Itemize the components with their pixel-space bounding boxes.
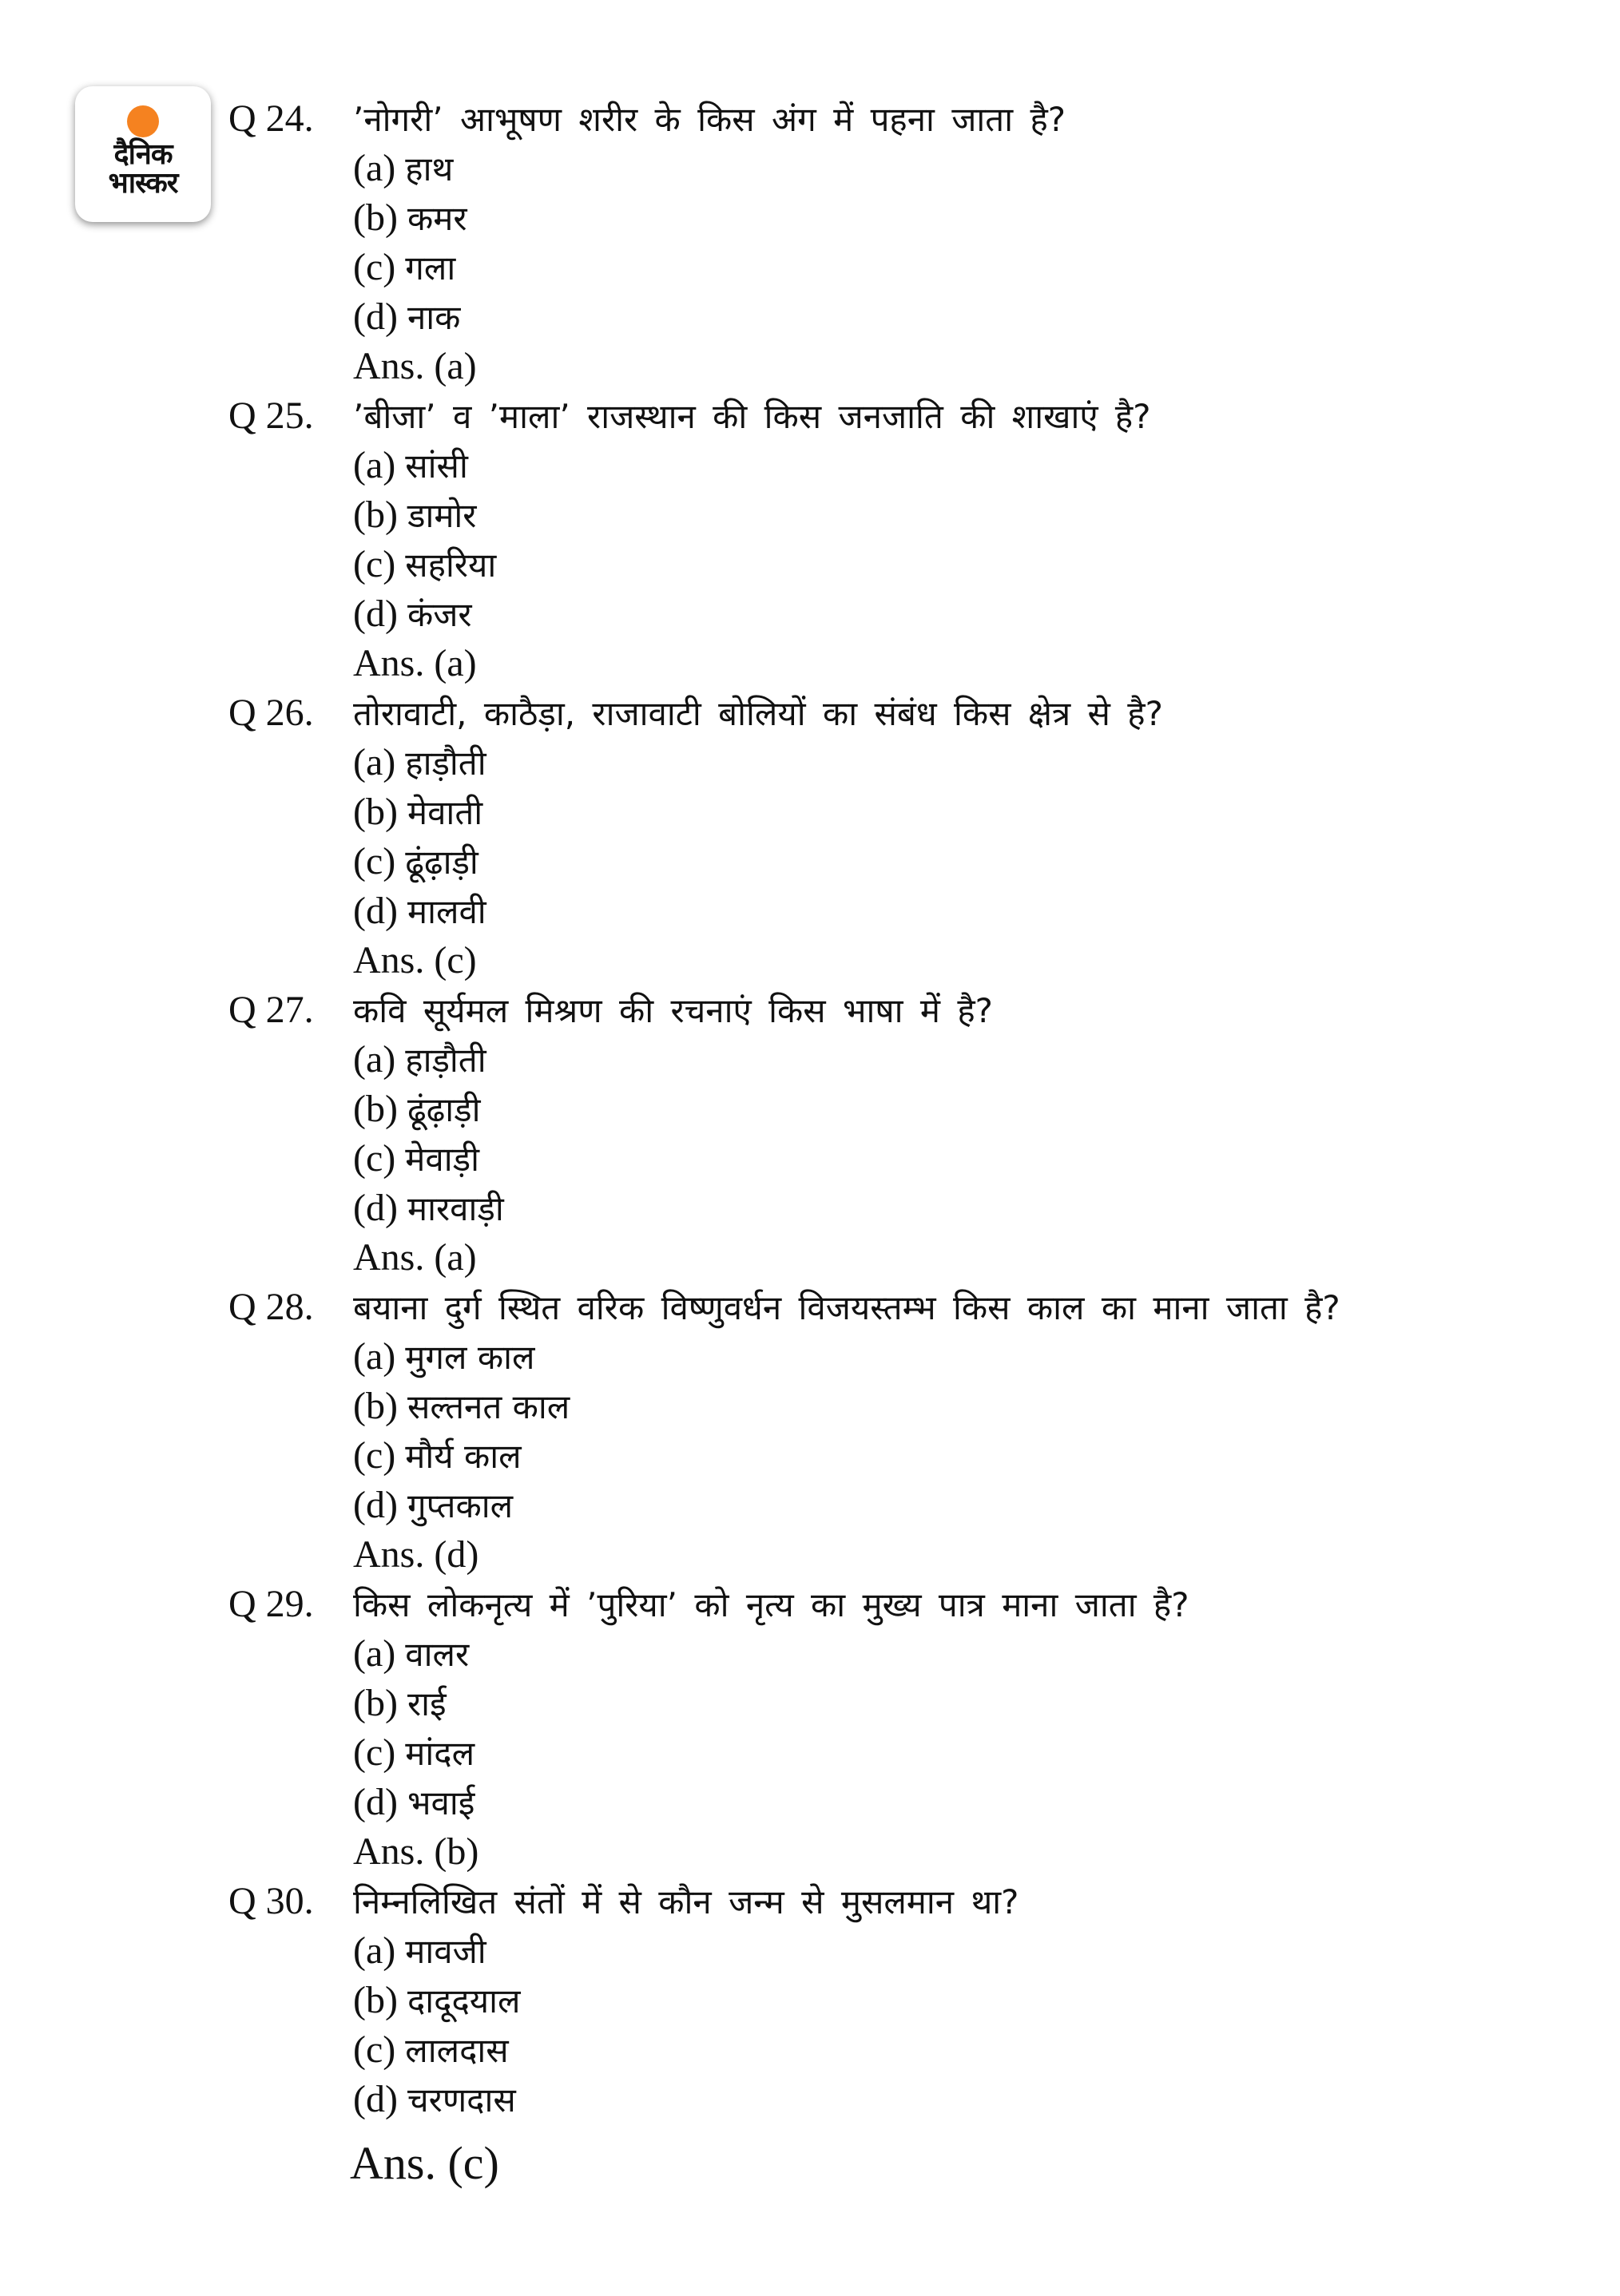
option-b bbox=[353, 1382, 1586, 1431]
answer: Ans. (a) bbox=[353, 642, 477, 684]
option-label: (d) bbox=[353, 295, 398, 338]
option-value: कमर bbox=[407, 199, 467, 238]
option-c bbox=[353, 243, 1586, 292]
option-d bbox=[353, 1778, 1586, 1827]
option-label: (d) bbox=[353, 1187, 398, 1229]
option-d bbox=[353, 589, 1586, 639]
option-value: मेवाती bbox=[407, 793, 483, 832]
option-value: डामोर bbox=[407, 496, 477, 535]
option-d bbox=[353, 292, 1586, 342]
option-value: गुप्तकाल bbox=[407, 1486, 514, 1525]
option-value: मालवी bbox=[407, 892, 486, 931]
question-number: Q 24. bbox=[228, 97, 314, 140]
question-list bbox=[228, 94, 1586, 2189]
option-value: मौर्य काल bbox=[405, 1437, 522, 1476]
option-label: (c) bbox=[353, 1731, 396, 1774]
question-27 bbox=[228, 985, 1586, 1283]
option-value: मुगल काल bbox=[405, 1338, 535, 1377]
answer: Ans. (a) bbox=[353, 345, 477, 387]
option-value: नाक bbox=[407, 298, 461, 337]
option-label: (b) bbox=[353, 196, 398, 239]
option-b bbox=[353, 193, 1586, 243]
question-number: Q 29. bbox=[228, 1583, 314, 1625]
option-label: (b) bbox=[353, 1385, 398, 1427]
option-value: मारवाड़ी bbox=[407, 1189, 504, 1228]
answer: Ans. (c) bbox=[350, 2137, 499, 2189]
option-b bbox=[353, 787, 1586, 837]
option-value: भवाई bbox=[407, 1783, 475, 1822]
option-label: (a) bbox=[353, 741, 396, 783]
option-c bbox=[353, 1431, 1586, 1481]
option-label: (a) bbox=[353, 1632, 396, 1675]
option-c bbox=[353, 1728, 1586, 1778]
option-c bbox=[353, 1134, 1586, 1184]
question-text: ’नोगरी’ आभूषण शरीर के किस अंग में पहना जाता है? bbox=[353, 100, 1066, 139]
option-value: हाथ bbox=[405, 149, 454, 188]
option-value: राई bbox=[407, 1684, 447, 1723]
option-value: लालदास bbox=[405, 2031, 509, 2070]
answer: Ans. (c) bbox=[353, 939, 477, 981]
option-c bbox=[353, 2025, 1586, 2075]
answer: Ans. (b) bbox=[353, 1830, 479, 1873]
dainik-bhaskar-logo bbox=[75, 86, 211, 222]
option-label: (b) bbox=[353, 494, 398, 536]
answer: Ans. (d) bbox=[353, 1533, 479, 1576]
option-label: (d) bbox=[353, 593, 398, 635]
question-24 bbox=[228, 94, 1586, 391]
option-a bbox=[353, 1332, 1586, 1382]
logo-line-2: भास्कर bbox=[108, 167, 178, 200]
option-label: (d) bbox=[353, 2078, 398, 2120]
option-value: गला bbox=[405, 248, 456, 287]
option-value: कंजर bbox=[407, 595, 472, 634]
option-b bbox=[353, 1976, 1586, 2025]
option-label: (b) bbox=[353, 1979, 398, 2021]
question-text: कवि सूर्यमल मिश्रण की रचनाएं किस भाषा में है? bbox=[353, 991, 993, 1030]
option-label: (b) bbox=[353, 1088, 398, 1130]
option-value: मावजी bbox=[405, 1932, 486, 1971]
option-b bbox=[353, 1679, 1586, 1728]
option-label: (c) bbox=[353, 840, 396, 882]
option-label: (a) bbox=[353, 444, 396, 486]
option-label: (a) bbox=[353, 1038, 396, 1081]
answer: Ans. (a) bbox=[353, 1236, 477, 1279]
option-value: हाड़ौती bbox=[405, 744, 486, 783]
question-30 bbox=[228, 1877, 1586, 2189]
question-text: ’बीजा’ व ’माला’ राजस्थान की किस जनजाति की शाखाएं है? bbox=[353, 397, 1151, 436]
option-b bbox=[353, 1085, 1586, 1134]
option-label: (c) bbox=[353, 1434, 396, 1477]
question-29 bbox=[228, 1580, 1586, 1877]
option-c bbox=[353, 837, 1586, 886]
option-label: (d) bbox=[353, 1484, 398, 1526]
option-label: (c) bbox=[353, 2028, 396, 2071]
sun-icon bbox=[127, 105, 159, 137]
option-value: दादूदयाल bbox=[407, 1981, 521, 2020]
option-label: (d) bbox=[353, 1781, 398, 1823]
option-label: (d) bbox=[353, 890, 398, 932]
question-number: Q 26. bbox=[228, 692, 314, 734]
option-value: ढूंढ़ाड़ी bbox=[405, 843, 478, 882]
option-value: सहरिया bbox=[405, 545, 497, 585]
logo-line-1: दैनिक bbox=[113, 138, 173, 171]
option-label: (a) bbox=[353, 147, 396, 189]
option-value: चरणदास bbox=[407, 2080, 516, 2120]
option-d bbox=[353, 1481, 1586, 1530]
option-label: (c) bbox=[353, 246, 396, 288]
option-label: (b) bbox=[353, 1682, 398, 1724]
option-d bbox=[353, 886, 1586, 936]
option-value: सल्तनत काल bbox=[407, 1387, 570, 1426]
option-value: मेवाड़ी bbox=[405, 1140, 479, 1179]
option-label: (a) bbox=[353, 1929, 396, 1972]
option-d bbox=[353, 2075, 1586, 2124]
question-28 bbox=[228, 1283, 1586, 1580]
option-value: वालर bbox=[405, 1635, 470, 1674]
option-c bbox=[353, 540, 1586, 589]
option-value: ढूंढ़ाड़ी bbox=[407, 1090, 481, 1129]
option-d bbox=[353, 1184, 1586, 1233]
option-value: हाड़ौती bbox=[405, 1041, 486, 1080]
question-25 bbox=[228, 391, 1586, 688]
question-number: Q 30. bbox=[228, 1880, 314, 1922]
question-text: बयाना दुर्ग स्थित वरिक विष्णुवर्धन विजयस्तम्भ किस काल का माना जाता है? bbox=[353, 1288, 1340, 1327]
question-number: Q 25. bbox=[228, 395, 314, 437]
logo-text bbox=[108, 138, 178, 200]
option-label: (a) bbox=[353, 1335, 396, 1378]
option-a bbox=[353, 144, 1586, 193]
option-a bbox=[353, 1926, 1586, 1976]
option-b bbox=[353, 490, 1586, 540]
question-number: Q 27. bbox=[228, 989, 314, 1031]
option-a bbox=[353, 1035, 1586, 1085]
question-26 bbox=[228, 688, 1586, 985]
question-number: Q 28. bbox=[228, 1286, 314, 1328]
option-label: (c) bbox=[353, 1137, 396, 1180]
option-label: (c) bbox=[353, 543, 396, 585]
question-text: किस लोकनृत्य में ’पुरिया’ को नृत्य का मुख्य पात्र माना जाता है? bbox=[353, 1585, 1189, 1624]
option-a bbox=[353, 738, 1586, 787]
option-a bbox=[353, 1629, 1586, 1679]
question-text: निम्नलिखित संतों में से कौन जन्म से मुसलमान था? bbox=[353, 1882, 1019, 1921]
option-value: मांदल bbox=[405, 1734, 475, 1773]
option-label: (b) bbox=[353, 791, 398, 833]
option-value: सांसी bbox=[405, 446, 468, 486]
option-a bbox=[353, 441, 1586, 490]
question-text: तोरावाटी, काठैड़ा, राजावाटी बोलियों का संबंध किस क्षेत्र से है? bbox=[353, 694, 1163, 733]
